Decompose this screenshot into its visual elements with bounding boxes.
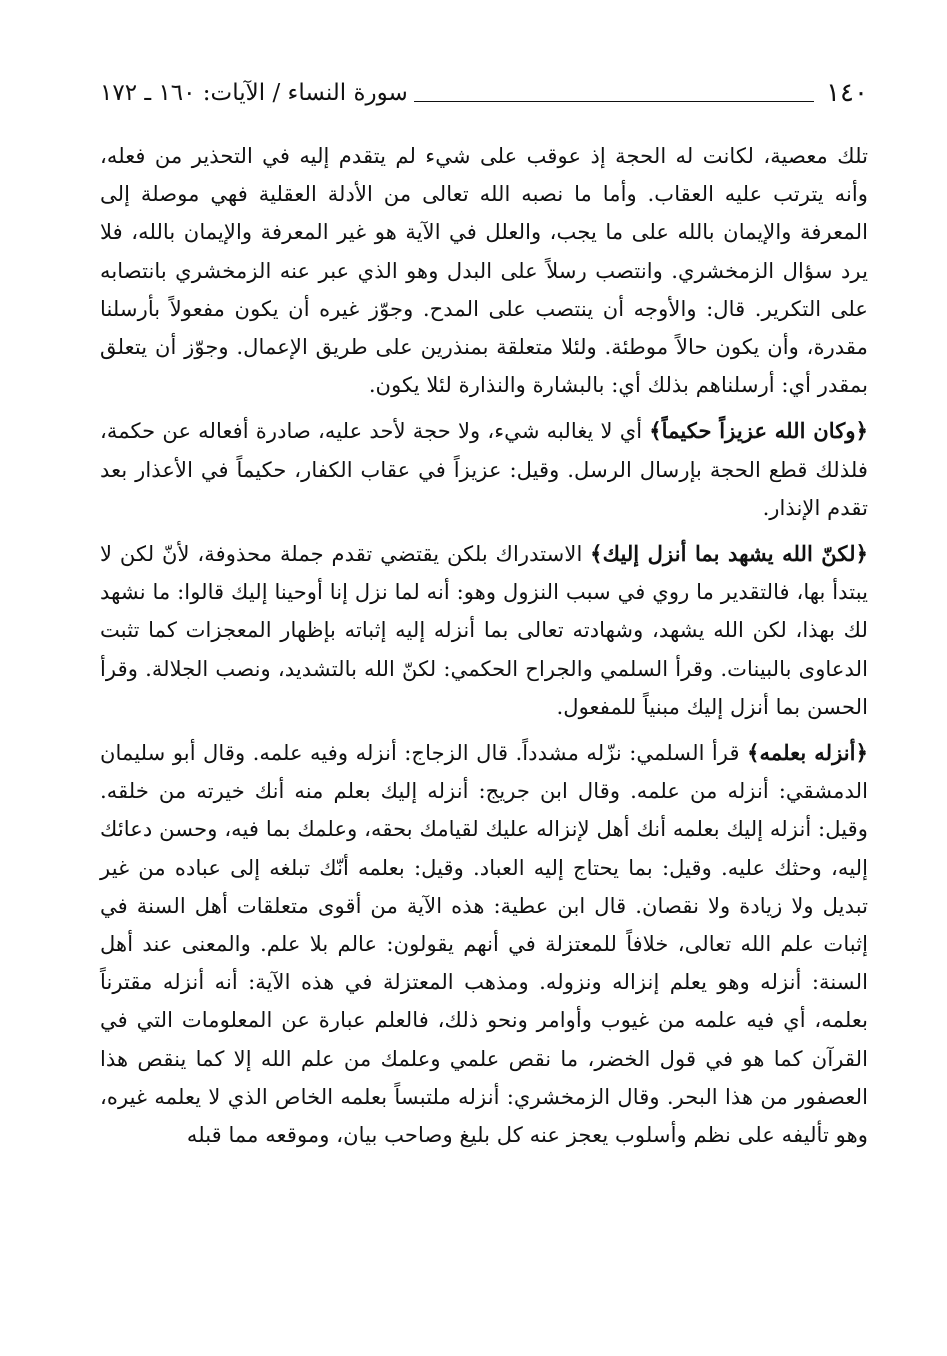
paragraph	[100, 137, 868, 404]
paragraph-text: أي لا يغالبه شيء، ولا حجة لأحد عليه، صادرة أفعاله عن حكمة، فلذلك قطع الحجة بإرسال الرسل. وقيل: عزيزاً في عقاب الكفار، حكيماً في الأعذار بعد تقدم الإنذار.	[100, 418, 868, 520]
verse-quote: ﴿أنزله بعلمه﴾	[747, 740, 868, 766]
page-number: ١٤٠	[826, 78, 868, 108]
paragraph-text: الاستدراك بلكن يقتضي تقدم جملة محذوفة، لأنّ لكن لا يبتدأ بها، فالتقدير ما روي في سبب النزول وهو: أنه لما نزل إنا أوحينا إليك قالوا: ما نشهد لك بهذا، لكن الله يشهد، وشهادته تعالى بما أنزله إليه إثباته بإظهار المعجزات كما تثبت الدعاوى بالبينات. وقرأ السلمي والجراح الحكمي: لكنّ الله بالتشديد، ونصب الجلالة. وقرأ الحسن بما أنزل إليك مبنياً للمفعول.	[100, 541, 868, 719]
header-rule	[414, 101, 814, 102]
paragraph-text: قرأ السلمي: نزّله مشدداً. قال الزجاج: أنزله وفيه علمه. وقال أبو سليمان الدمشقي: أنزله من علمه. وقال ابن جريج: أنزله إليك بعلم منه أنك خيرته من خلقه. وقيل: أنزله إليك بعلمه أنك أهل لإنزاله عليك لقيامك بحقه، وعلمك بما فيه، وحسن دعائك إليه، وحثك عليه. وقيل: بما يحتاج إليه العباد. وقيل: بعلمه أنّك تبلغه إلى عباده من غير تبديل ولا زيادة ولا نقصان. قال ابن عطية: هذه الآية من أقوى متعلقات أهل السنة في إثبات علم الله تعالى، خلافاً للمعتزلة في أنهم يقولون: عالم بلا علم. والمعنى عند أهل السنة: أنزله وهو يعلم إنزاله ونزوله. ومذهب المعتزلة في هذه الآية: أنه أنزله مقترناً بعلمه، أي فيه علمه من غيوب وأوامر ونحو ذلك، فالعلم عبارة عن المعلومات التي في القرآن كما هو في قول الخضر، ما نقص علمي وعلمك من علم الله إلا كما ينقص هذا العصفور من هذا البحر. وقال الزمخشري: أنزله ملتبساً بعلمه الخاص الذي لا يعلمه غيره، وهو تأليفه على نظم وأسلوب يعجز عنه كل بليغ وصاحب بيان، وموقعه مما قبله	[100, 740, 868, 1148]
paragraph	[100, 412, 868, 527]
paragraph-text: تلك معصية، لكانت له الحجة إذ عوقب على شيء لم يتقدم إليه في التحذير من فعله، وأنه يترتب عليه العقاب. وأما ما نصبه الله تعالى من الأدلة العقلية فهي موصلة إلى المعرفة والإيمان بالله على ما يجب، والعلل في الآية هو غير المعرفة والإيمان بالله، فلا يرد سؤال الزمخشري. وانتصب رسلاً على البدل وهو الذي عبر عنه الزمخشري بانتصابه على التكرير. قال: والأوجه أن ينتصب على المدح. وجوّز غيره أن يكون مفعولاً بأرسلنا مقدرة، وأن يكون حالاً موطئة. ولئلا متعلقة بمنذرين على طريق الإعمال. وجوّز أن يتعلق بمقدر أي: أرسلناهم بذلك أي: بالبشارة والنذارة لئلا يكون.	[100, 143, 868, 398]
verse-quote: ﴿وكان الله عزيزاً حكيماً﴾	[649, 418, 868, 444]
header-title: سورة النساء / الآيات: ١٦٠ ـ ١٧٢	[100, 80, 408, 106]
running-header	[100, 70, 868, 110]
paragraph	[100, 535, 868, 726]
body-text	[100, 137, 868, 1154]
verse-quote: ﴿لكنّ الله يشهد بما أنزل إليك﴾	[590, 541, 868, 567]
paragraph	[100, 734, 868, 1154]
